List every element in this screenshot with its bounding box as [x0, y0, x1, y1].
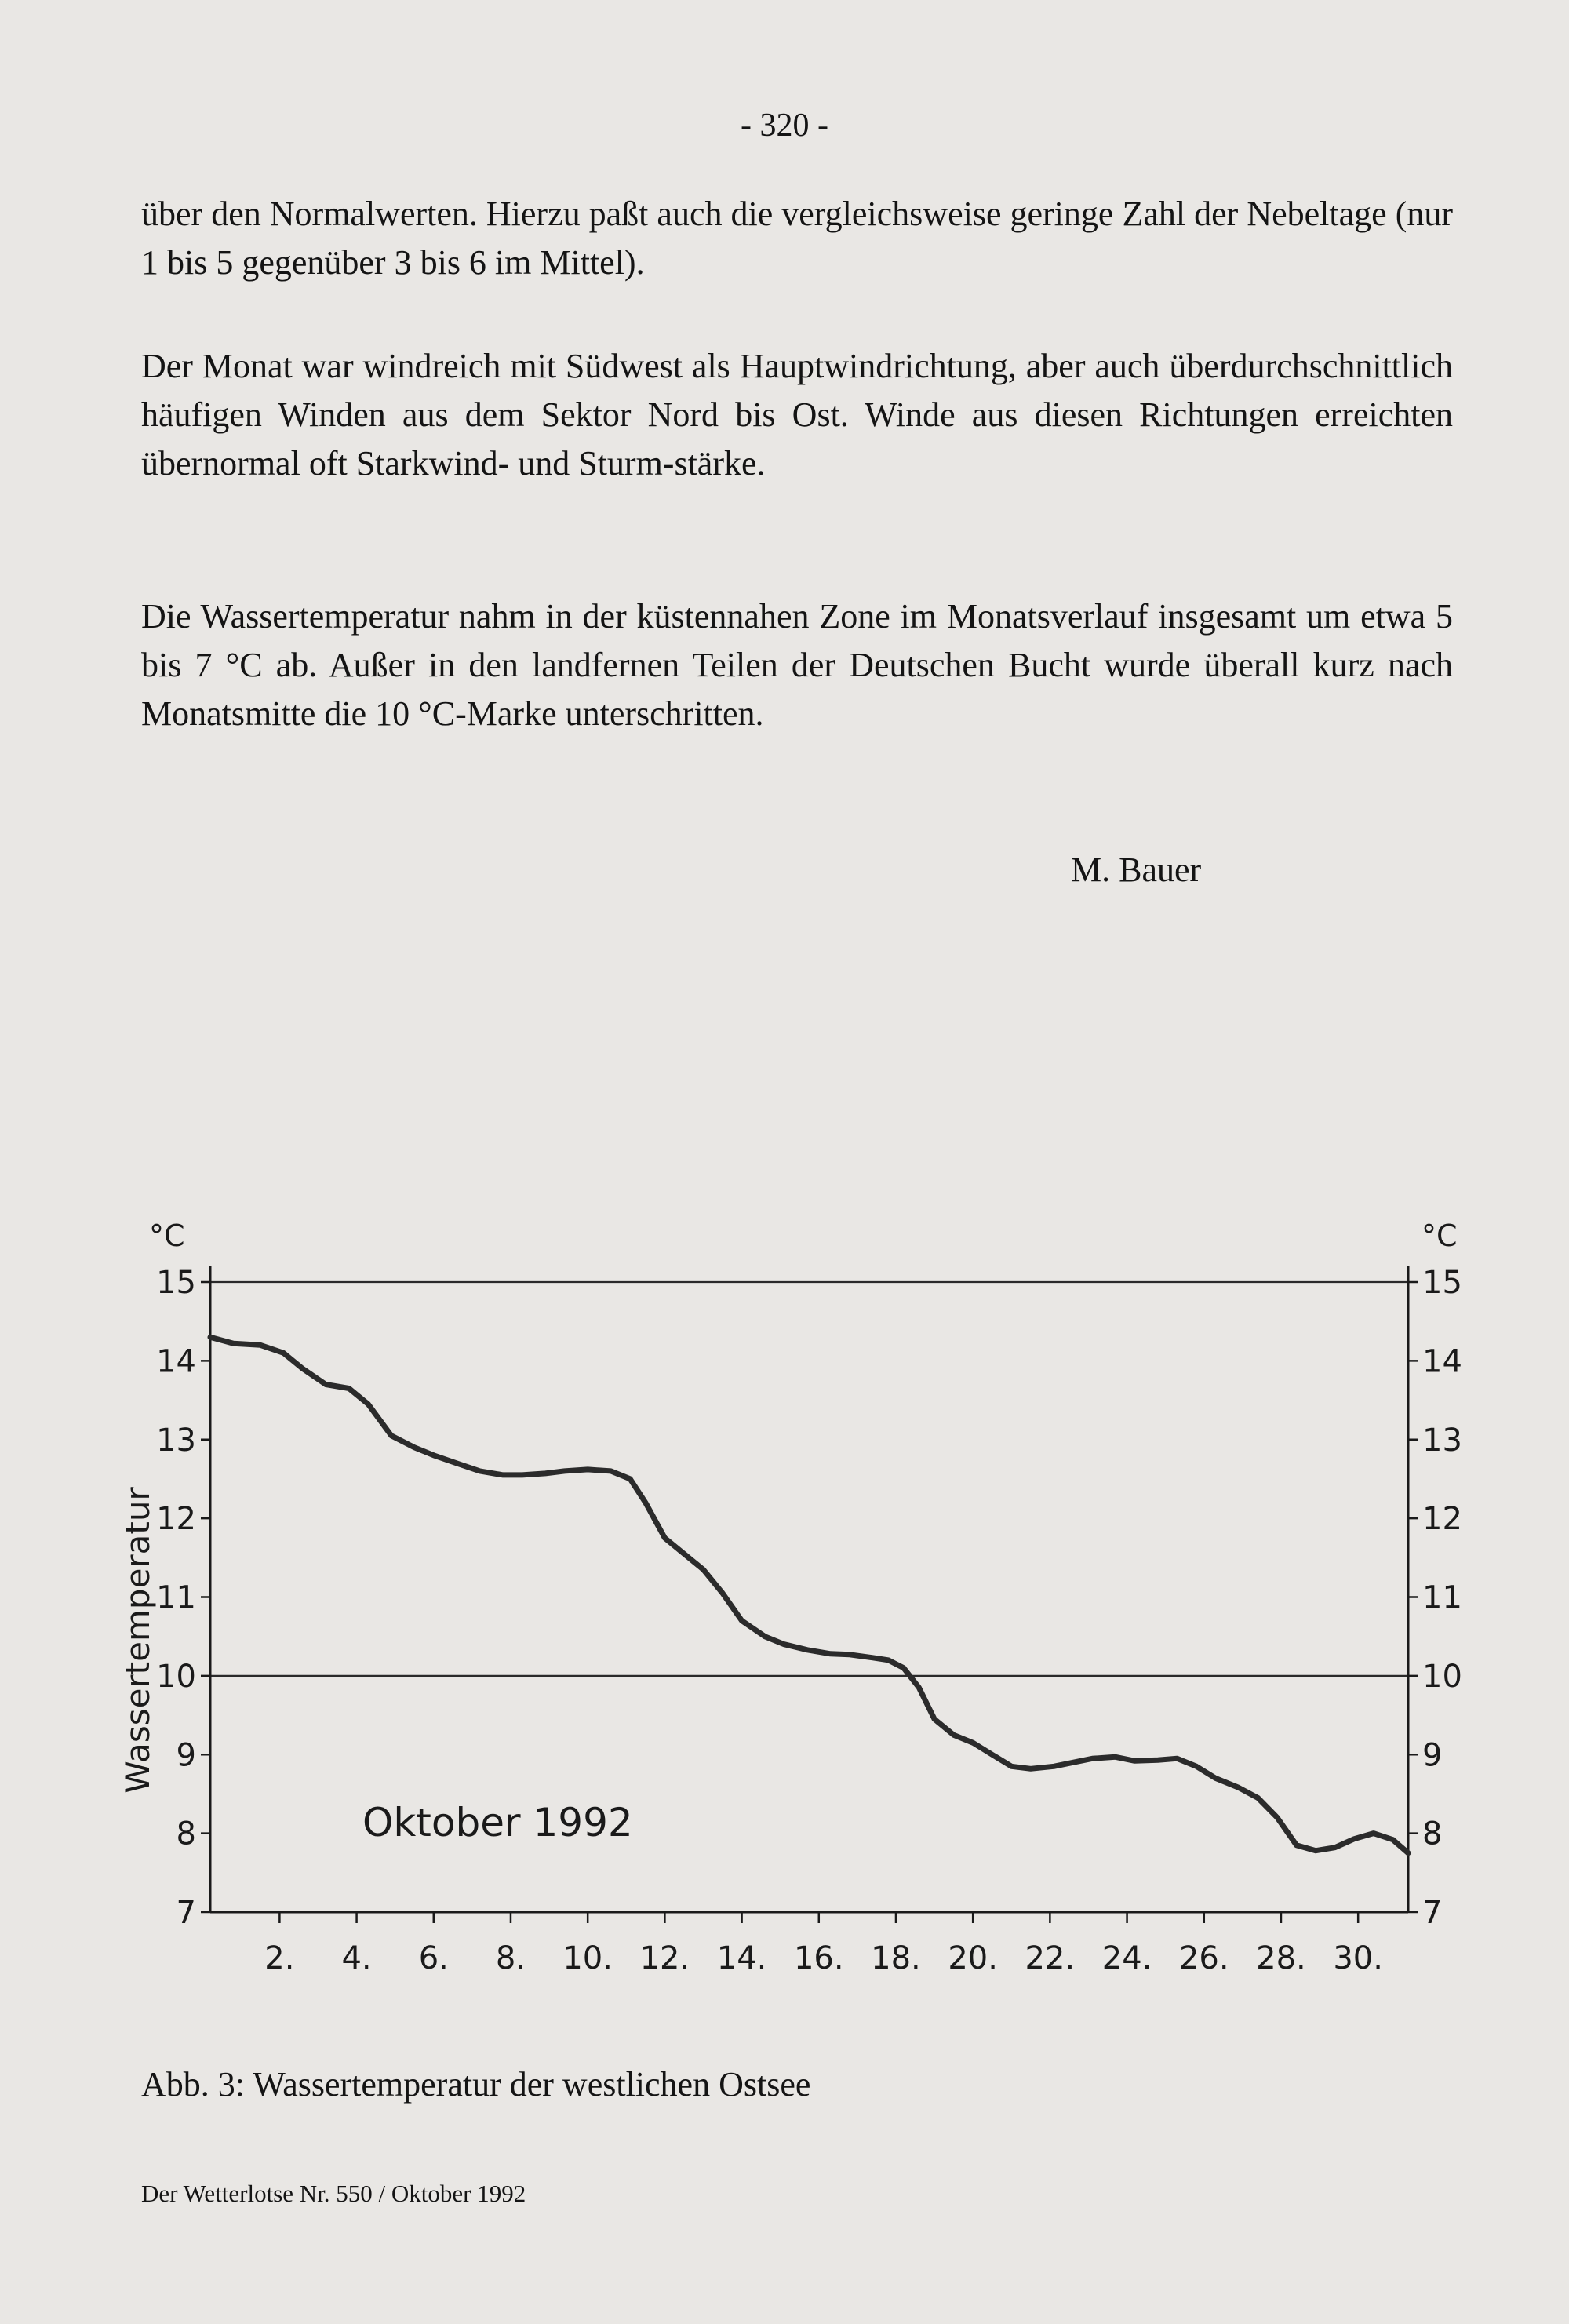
figure-caption: Abb. 3: Wassertemperatur der westlichen Ostsee [141, 2065, 811, 2104]
x-tick-label: 2. [264, 1940, 295, 1976]
x-tick-label: 26. [1178, 1940, 1229, 1976]
y-tick-label-right: 13 [1422, 1422, 1462, 1459]
x-tick-label: 18. [871, 1940, 921, 1976]
author-signature: M. Bauer [1071, 851, 1202, 889]
y-tick-label-right: 14 [1422, 1343, 1462, 1380]
unit-label-left: °C [149, 1218, 185, 1253]
chart-labels [118, 1218, 1462, 1976]
x-tick-label: 14. [716, 1940, 767, 1976]
chart-title: Oktober 1992 [362, 1800, 633, 1845]
y-tick-label-left: 11 [156, 1579, 196, 1616]
y-tick-label-right: 15 [1422, 1265, 1462, 1301]
x-tick-label: 22. [1025, 1940, 1076, 1976]
y-tick-label-left: 14 [156, 1343, 196, 1380]
y-axis-title: Wassertemperatur [118, 1487, 157, 1794]
x-tick-label: 12. [639, 1940, 690, 1976]
y-tick-label-left: 9 [176, 1737, 196, 1774]
x-tick-label: 20. [948, 1940, 998, 1976]
x-tick-label: 16. [793, 1940, 844, 1976]
x-tick-label: 4. [341, 1940, 372, 1976]
paragraph-wind: Der Monat war windreich mit Südwest als Hauptwindrichtung, aber auch überdurchschnittlich häufigen Winden aus dem Sektor Nord bis Ost. Winde aus diesen Richtungen erreichten übernormal oft Starkwind- und Sturm-stärke. [141, 347, 1453, 483]
x-tick-label: 6. [418, 1940, 449, 1976]
y-tick-label-right: 7 [1422, 1895, 1443, 1931]
x-tick-label: 30. [1333, 1940, 1383, 1976]
x-tick-label: 24. [1101, 1940, 1152, 1976]
chart-series [210, 1337, 1408, 1852]
paragraph-water-temperature: Die Wassertemperatur nahm in der küstennahen Zone im Monatsverlauf insgesamt um etwa 5 bis 7 °C ab. Außer in den landfernen Teilen der Deutschen Bucht wurde überall kurz nach Monatsmitte die 10 °C-Marke unterschritten. [141, 597, 1453, 733]
y-tick-label-right: 10 [1422, 1658, 1462, 1695]
y-tick-label-right: 9 [1422, 1737, 1443, 1774]
x-tick-label: 8. [495, 1940, 526, 1976]
page-number: - 320 - [741, 107, 828, 144]
x-tick-label: 10. [562, 1940, 613, 1976]
publication-footer: Der Wetterlotse Nr. 550 / Oktober 1992 [141, 2180, 526, 2207]
y-tick-label-left: 12 [156, 1501, 196, 1538]
y-tick-label-left: 10 [156, 1658, 196, 1695]
chart-grid [210, 1282, 1408, 1676]
y-tick-label-left: 15 [156, 1265, 196, 1301]
temperature-line [210, 1337, 1408, 1852]
y-tick-label-left: 13 [156, 1422, 196, 1459]
unit-label-right: °C [1422, 1218, 1458, 1253]
y-tick-label-right: 8 [1422, 1816, 1443, 1852]
y-tick-label-right: 12 [1422, 1501, 1462, 1538]
y-tick-label-left: 8 [176, 1816, 196, 1852]
y-tick-label-right: 11 [1422, 1579, 1462, 1616]
paragraph-fog-days: über den Normalwerten. Hierzu paßt auch die vergleichsweise geringe Zahl der Nebeltage (nur 1 bis 5 gegenüber 3 bis 6 im Mittel). [141, 195, 1453, 282]
x-tick-label: 28. [1256, 1940, 1306, 1976]
y-tick-label-left: 7 [176, 1895, 196, 1931]
